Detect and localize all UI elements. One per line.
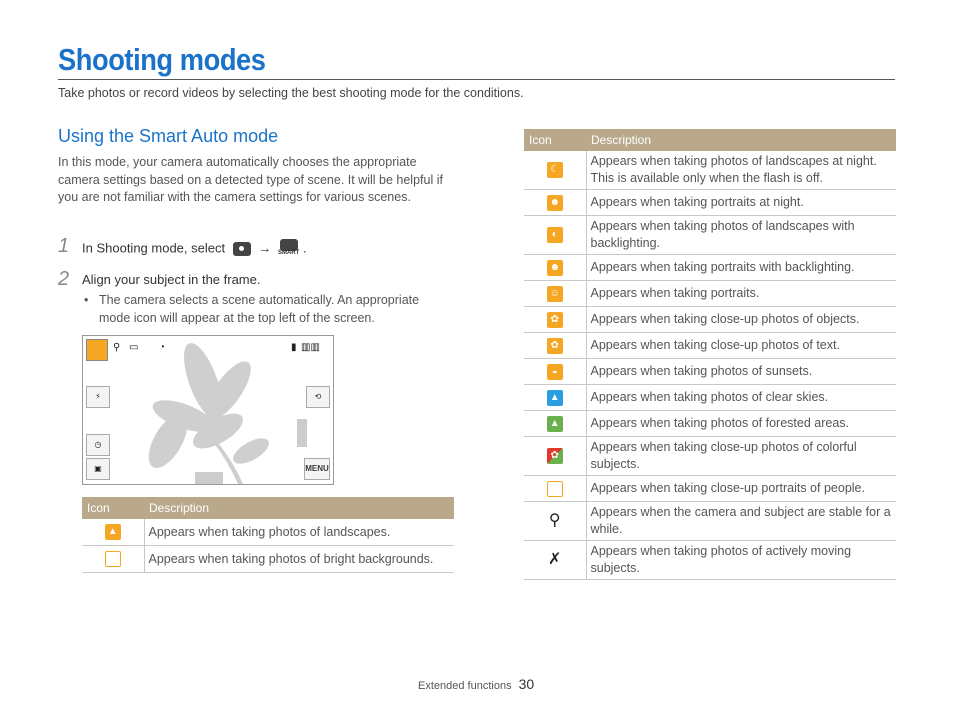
step-number: 1	[58, 235, 70, 257]
table-row	[524, 385, 896, 411]
step-text	[82, 239, 307, 259]
row-description: Appears when the camera and subject are stable for a while.	[586, 502, 896, 541]
tripod-status-icon: ⚲	[113, 342, 121, 353]
row-description: Appears when taking photos of actively moving subjects.	[586, 541, 896, 580]
page-number: 30	[518, 676, 535, 692]
bottom-tab	[195, 472, 223, 484]
title-divider	[58, 79, 895, 80]
table-row	[524, 437, 896, 476]
camera-screen-illustration	[82, 335, 334, 485]
row-description: Appears when taking close-up photos of colorful subjects.	[586, 437, 896, 476]
step-text: Align your subject in the frame.	[82, 272, 261, 287]
table-row	[524, 190, 896, 216]
table-row	[524, 151, 896, 190]
night-portrait-icon: ☻	[547, 195, 563, 211]
table-row	[524, 502, 896, 541]
col-icon-header: Icon	[524, 129, 586, 151]
flower-illustration	[133, 341, 303, 484]
col-desc-header: Description	[586, 129, 896, 151]
table-row	[524, 333, 896, 359]
blue-sky-icon: ▲	[547, 390, 563, 406]
row-description: Appears when taking close-up photos of objects.	[586, 307, 896, 333]
table-row	[524, 541, 896, 580]
page-subtitle: Take photos or record videos by selecting the best shooting mode for the conditions.	[58, 86, 524, 100]
action-icon: ✗	[548, 551, 562, 568]
row-description: Appears when taking photos of clear skies.	[586, 385, 896, 411]
macro-color-icon: ✿	[547, 448, 563, 464]
page-footer	[418, 676, 534, 692]
scene-mode-icon	[86, 339, 108, 361]
smart-auto-icon	[278, 239, 300, 259]
night-icon: ☾	[547, 162, 563, 178]
row-description: Appears when taking photos of landscapes with backlighting.	[586, 216, 896, 255]
white-icon	[105, 551, 121, 567]
timer-icon: ◔	[159, 342, 166, 353]
step-number: 2	[58, 268, 70, 290]
row-description: Appears when taking photos of forested areas.	[586, 411, 896, 437]
table-row	[524, 411, 896, 437]
table-row	[524, 216, 896, 255]
backlight-icon: ◐	[547, 227, 563, 243]
section-text: In this mode, your camera automatically chooses the appropriate camera settings based on a detected type of scene. It will be helpful if you are not familiar with the camera settings for various scenes.	[58, 155, 443, 204]
bullet-text: The camera selects a scene automatically. An appropriate mode icon will appear at the top left of the screen.	[99, 293, 420, 325]
row-description: Appears when taking photos of bright backgrounds.	[144, 546, 454, 573]
timer-button: ◷	[86, 434, 110, 456]
battery-icon: ▥▥	[301, 342, 320, 353]
step-text-after: .	[302, 240, 307, 256]
table-row	[524, 359, 896, 385]
row-description: Appears when taking portraits at night.	[586, 190, 896, 216]
row-description: Appears when taking close-up portraits of people.	[586, 476, 896, 502]
right-icon-table	[524, 129, 896, 580]
table-row	[524, 255, 896, 281]
col-desc-header: Description	[144, 497, 454, 519]
menu-button: MENU	[304, 458, 330, 480]
left-icon-table	[82, 497, 454, 573]
step-text-before: In Shooting mode, select	[82, 240, 226, 256]
macro-text-icon: ✿	[547, 338, 563, 354]
side-tab	[297, 419, 307, 447]
table-row	[82, 519, 454, 546]
portrait-icon: ☺	[547, 286, 563, 302]
row-description: Appears when taking photos of sunsets.	[586, 359, 896, 385]
table-row	[524, 307, 896, 333]
close-up-portrait-icon	[547, 481, 563, 497]
camera-mode-icon	[233, 242, 251, 256]
tripod-icon: ⚲	[548, 512, 561, 529]
smart-label: SMART	[277, 250, 300, 256]
page-title: Shooting modes	[58, 42, 266, 77]
row-description: Appears when taking photos of landscapes at night. This is available only when the flash is off.	[586, 151, 896, 190]
row-description: Appears when taking portraits.	[586, 281, 896, 307]
rotate-button: ⟲	[306, 386, 330, 408]
image-size-icon: ▭	[129, 342, 139, 353]
natural-green-icon: ▲	[547, 416, 563, 432]
section-heading: Using the Smart Auto mode	[58, 126, 279, 146]
row-description: Appears when taking portraits with backlighting.	[586, 255, 896, 281]
sunset-icon: ◒	[547, 364, 563, 380]
col-icon-header: Icon	[82, 497, 144, 519]
backlight-portrait-icon: ☻	[547, 260, 563, 276]
card-icon: ▮	[291, 342, 297, 353]
row-description: Appears when taking photos of landscapes.	[144, 519, 454, 546]
table-row	[524, 476, 896, 502]
flash-button: ⚡	[86, 386, 110, 408]
table-row	[82, 546, 454, 573]
landscape-icon: ▲	[105, 524, 121, 540]
bullet-dot: •	[84, 293, 89, 307]
display-button: ▣	[86, 458, 110, 480]
macro-icon: ✿	[547, 312, 563, 328]
arrow-glyph: →	[258, 240, 272, 256]
table-row	[524, 281, 896, 307]
footer-section: Extended functions	[418, 680, 512, 692]
row-description: Appears when taking close-up photos of text.	[586, 333, 896, 359]
